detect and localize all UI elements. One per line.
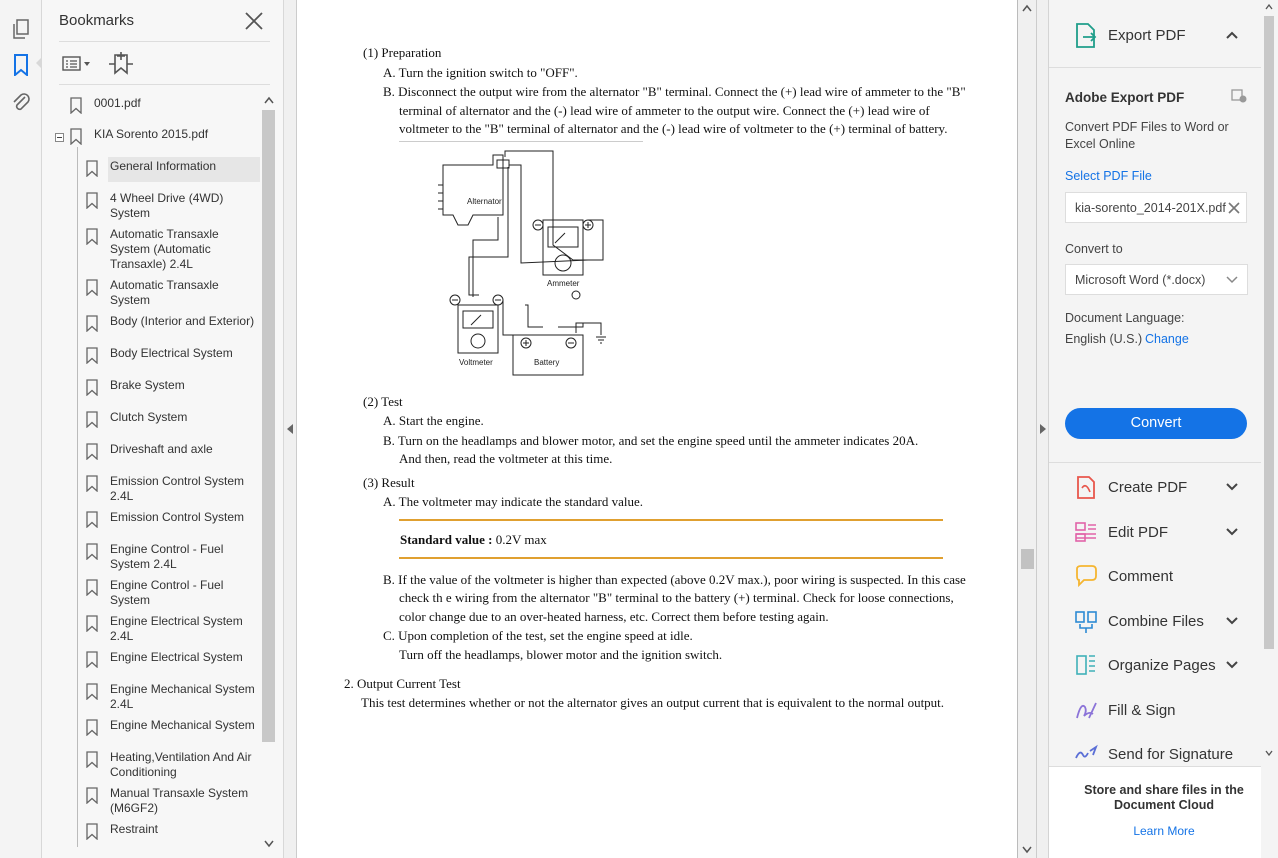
bookmark-icon <box>86 347 98 364</box>
tool-fill-sign[interactable] <box>1049 689 1261 733</box>
bookmark-label: Engine Electrical System 2.4L <box>110 614 243 643</box>
result-step-c-line2: Turn off the headlamps, blower motor and the ignition switch. <box>399 647 723 662</box>
chevron-down-icon[interactable] <box>1225 480 1239 494</box>
bookmark-item[interactable] <box>42 189 260 229</box>
tool-organize-pages[interactable] <box>1049 644 1261 688</box>
bookmark-item[interactable] <box>42 784 260 824</box>
tool-combine-files[interactable] <box>1049 600 1261 644</box>
collapse-left-panel[interactable] <box>284 0 297 858</box>
bookmark-item[interactable] <box>42 408 260 433</box>
bookmark-icon <box>86 443 98 460</box>
send-signature-icon <box>1073 741 1099 766</box>
bookmark-icon <box>86 511 98 528</box>
bookmark-label: Engine Electrical System <box>110 650 243 664</box>
export-pdf-header[interactable] <box>1049 0 1261 68</box>
bookmark-item[interactable] <box>108 157 260 182</box>
new-bookmark-icon[interactable] <box>107 51 135 77</box>
document-page <box>297 0 1017 858</box>
bookmark-icon <box>86 651 98 668</box>
tool-label: Comment <box>1108 568 1174 585</box>
bookmark-label: Engine Mechanical System 2.4L <box>110 682 255 711</box>
bookmarks-panel <box>42 0 284 858</box>
cloud-settings-icon[interactable] <box>1230 88 1248 104</box>
standard-value-row <box>400 532 547 548</box>
bookmark-icon <box>86 787 98 804</box>
tool-edit-pdf[interactable] <box>1049 511 1261 555</box>
chevron-down-icon[interactable] <box>1225 525 1239 539</box>
bookmark-icon <box>86 615 98 632</box>
bookmark-label: Brake System <box>110 378 185 392</box>
tool-send-signature[interactable] <box>1049 733 1261 766</box>
chevron-down-icon[interactable] <box>1225 658 1239 672</box>
bookmark-label: Driveshaft and axle <box>110 442 213 456</box>
options-menu-icon[interactable] <box>61 54 93 74</box>
bookmark-label: Heating,Ventilation And Air Conditioning <box>110 750 252 779</box>
chevron-up-icon[interactable] <box>1225 30 1239 40</box>
section2-text: This test determines whether or not the alternator gives an output current that is equivalent to the normal output. <box>361 695 945 710</box>
prep-heading: (1) Preparation <box>363 45 442 60</box>
bookmark-item[interactable] <box>42 94 260 119</box>
bookmark-label: Restraint <box>110 822 159 836</box>
bookmark-label: Emission Control System <box>110 510 245 524</box>
export-description: Convert PDF Files to Word or Excel Online <box>1065 120 1229 151</box>
bookmark-item[interactable] <box>42 576 260 616</box>
bookmark-item[interactable] <box>42 344 260 369</box>
pane-scroll-down-icon[interactable] <box>1265 750 1273 756</box>
collapse-right-icon[interactable] <box>1039 423 1047 435</box>
result-step-b-line2: check th e wiring from the alternator "B" terminal to the battery (+) terminal. Check for loose connections, <box>399 590 954 605</box>
bookmark-icon <box>86 579 98 596</box>
result-step-a: A. The voltmeter may indicate the standard value. <box>383 494 644 509</box>
bookmark-icon <box>86 379 98 396</box>
bookmark-icon <box>86 751 98 768</box>
bookmarks-toolbar <box>59 41 270 85</box>
bookmark-label: Clutch System <box>110 410 188 424</box>
prep-step-b-line3: voltmeter to the "B" terminal of alternator and the (-) lead wire of voltmeter to the (+) terminal of battery. <box>399 121 948 136</box>
bookmark-icon <box>86 683 98 700</box>
bookmark-icon <box>70 97 82 114</box>
comment-icon <box>1073 563 1099 589</box>
result-step-c-line1: C. Upon completion of the test, set the engine speed at idle. <box>383 628 693 643</box>
standard-label: Standard value : <box>400 532 493 547</box>
tool-label: Organize Pages <box>1108 657 1216 674</box>
change-language-link[interactable]: Change <box>1145 332 1189 346</box>
close-icon[interactable] <box>243 10 265 32</box>
language-value: English (U.S.) <box>1065 332 1143 346</box>
convert-to-select[interactable] <box>1065 264 1248 295</box>
bookmarks-icon[interactable] <box>8 52 34 78</box>
convert-to-value: Microsoft Word (*.docx) <box>1075 273 1206 287</box>
tool-comment[interactable] <box>1049 555 1261 599</box>
left-tool-rail <box>0 0 42 858</box>
test-heading: (2) Test <box>363 394 403 409</box>
export-pdf-title: Export PDF <box>1108 27 1186 44</box>
page-thumbnails-icon[interactable] <box>8 16 34 42</box>
convert-button[interactable]: Convert <box>1065 408 1247 439</box>
bookmark-item[interactable] <box>42 225 260 280</box>
standard-rule-bottom <box>399 557 943 559</box>
clear-file-icon[interactable] <box>1228 202 1240 214</box>
tool-label: Edit PDF <box>1108 523 1169 541</box>
bookmark-icon <box>70 128 82 145</box>
chevron-down-icon <box>1226 276 1238 284</box>
alternator-label: Alternator <box>467 197 502 206</box>
bookmark-label: KIA Sorento 2015.pdf <box>94 127 209 141</box>
bookmark-item[interactable] <box>42 820 260 845</box>
bookmark-icon <box>86 719 98 736</box>
result-step-b-line1: B. If the value of the voltmeter is higher than expected (above 0.2V max.), poor wiring is suspected. In this case <box>383 572 966 587</box>
collapse-right-panel[interactable] <box>1037 0 1048 858</box>
bookmark-label: General Information <box>110 159 217 173</box>
prep-step-a: A. Turn the ignition switch to "OFF". <box>383 65 578 80</box>
wiring-diagram <box>433 145 618 385</box>
document-cloud-promo <box>1049 766 1261 858</box>
prep-step-b-line2: terminal of alternator and the (-) lead wire of ammeter to the output wire. Connect the (+) lead wire of <box>399 103 930 118</box>
bookmark-icon <box>86 228 98 245</box>
tool-label: Fill & Sign <box>1108 701 1176 719</box>
bookmark-label: Manual Transaxle System (M6GF2) <box>110 786 249 815</box>
bookmark-icon <box>86 160 98 177</box>
tool-label: Combine Files <box>1108 612 1204 630</box>
standard-value: 0.2V max <box>495 532 547 547</box>
section2-heading: 2. Output Current Test <box>344 676 461 691</box>
result-heading: (3) Result <box>363 475 415 490</box>
bookmark-label: Emission Control System 2.4L <box>110 474 245 503</box>
bookmark-label: Body Electrical System <box>110 346 233 360</box>
convert-to-label: Convert to <box>1065 242 1123 256</box>
doc-scroll-up-icon[interactable] <box>1022 4 1032 12</box>
bookmark-item[interactable] <box>42 472 260 512</box>
bookmark-icon <box>86 411 98 428</box>
organize-pages-icon <box>1073 652 1099 678</box>
standard-rule-top <box>399 519 943 521</box>
scroll-down-icon[interactable] <box>264 840 274 848</box>
pane-scroll-up-icon[interactable] <box>1265 4 1273 10</box>
bookmark-label: 0001.pdf <box>94 96 141 110</box>
scroll-up-icon[interactable] <box>264 96 274 104</box>
battery-label: Battery <box>534 358 560 367</box>
bookmark-item[interactable] <box>42 376 260 401</box>
ammeter-label: Ammeter <box>547 279 580 288</box>
divider <box>1049 462 1261 463</box>
bookmark-label: Engine Mechanical System <box>110 718 255 732</box>
collapse-toggle-icon[interactable] <box>55 133 64 142</box>
export-pdf-icon <box>1073 22 1099 50</box>
tool-label: Send for Signature <box>1108 746 1234 763</box>
edit-pdf-icon <box>1073 519 1099 545</box>
create-pdf-icon <box>1073 474 1099 500</box>
tools-list <box>1049 466 1261 766</box>
learn-more-link[interactable]: Learn More <box>1133 824 1195 838</box>
bookmark-item[interactable] <box>42 748 260 788</box>
bookmark-icon <box>86 279 98 296</box>
bookmark-icon <box>86 192 98 209</box>
tools-pane-scroll-thumb[interactable] <box>1264 16 1274 649</box>
tool-label: Create PDF <box>1108 479 1188 496</box>
result-step-b-line3: color change due to an over-heated harness, etc. Correct them before testing again. <box>399 609 829 624</box>
prep-step-b-line1: B. Disconnect the output wire from the alternator "B" terminal. Connect the (+) lead wire of ammeter to the "B" <box>383 84 966 99</box>
bookmark-label: Automatic Transaxle System (Automatic Transaxle) 2.4L <box>110 227 219 271</box>
bookmark-icon <box>86 475 98 492</box>
bookmark-label: Body (Interior and Exterior) <box>110 314 255 328</box>
selected-file-name: kia-sorento_2014-201X.pdf <box>1075 201 1226 215</box>
combine-files-icon <box>1073 608 1099 634</box>
bookmark-item[interactable] <box>42 612 260 652</box>
test-step-a: A. Start the engine. <box>383 413 484 428</box>
test-step-b-line1: B. Turn on the headlamps and blower motor, and set the engine speed until the ammeter indicates 20A. <box>383 433 919 448</box>
collapse-left-icon[interactable] <box>286 423 294 435</box>
document-scrollbar[interactable] <box>1017 0 1037 858</box>
bookmarks-scroll-thumb[interactable] <box>262 110 275 742</box>
adobe-export-title: Adobe Export PDF <box>1065 90 1185 105</box>
bookmark-item[interactable] <box>42 440 260 465</box>
language-label: Document Language: <box>1065 311 1185 325</box>
bookmark-icon <box>86 543 98 560</box>
tools-pane <box>1048 0 1278 858</box>
tool-create-pdf[interactable] <box>1049 466 1261 510</box>
bookmark-label: Engine Control - Fuel System <box>110 578 224 607</box>
cloud-text: Store and share files in the Document Cloud <box>1084 783 1244 812</box>
bookmarks-tree <box>42 88 260 858</box>
bookmark-item[interactable] <box>42 125 260 150</box>
fill-sign-icon <box>1073 697 1099 723</box>
bookmark-icon <box>86 315 98 332</box>
bookmark-icon <box>86 823 98 840</box>
bookmark-label: 4 Wheel Drive (4WD) System <box>110 191 224 220</box>
chevron-down-icon[interactable] <box>1225 614 1239 628</box>
doc-scroll-down-icon[interactable] <box>1022 846 1032 854</box>
voltmeter-label: Voltmeter <box>459 358 493 367</box>
test-step-b-line2: And then, read the voltmeter at this time. <box>399 451 613 466</box>
bookmark-label: Automatic Transaxle System <box>110 278 219 307</box>
select-pdf-file-label: Select PDF File <box>1065 169 1152 183</box>
bookmarks-title: Bookmarks <box>59 12 135 29</box>
bookmark-label: Engine Control - Fuel System 2.4L <box>110 542 224 571</box>
attachments-icon[interactable] <box>8 89 34 115</box>
bookmark-item[interactable] <box>42 540 260 580</box>
bookmark-item[interactable] <box>42 276 260 316</box>
bookmark-item[interactable] <box>42 680 260 720</box>
divider <box>399 141 643 142</box>
selected-file-field[interactable] <box>1065 192 1247 223</box>
document-scroll-thumb[interactable] <box>1021 549 1034 569</box>
